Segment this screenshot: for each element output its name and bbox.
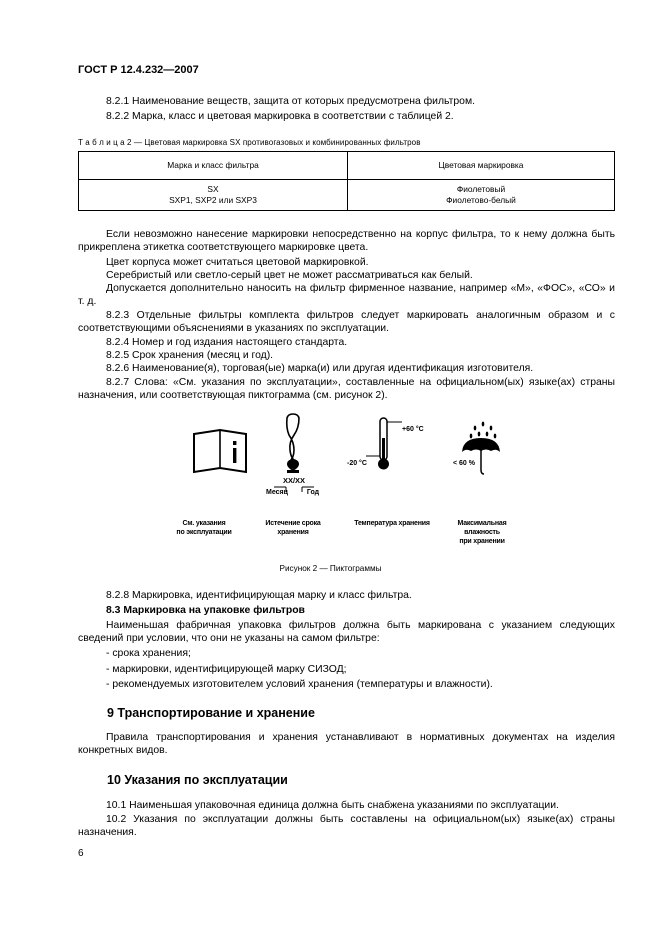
picto-label-expiry: Истечение срока хранения [265, 520, 321, 536]
raindrop-icon [470, 422, 497, 439]
section-8-3-title: 8.3 Маркировка на упаковке фильтров [106, 605, 305, 616]
thermometer-icon [347, 418, 424, 470]
para-8-2-3: 8.2.3 Отдельные фильтры комплекта фильтров следует маркировать аналогичным образом и с соответствующими объяснениями в указаниях по эксплуатации. [78, 310, 615, 335]
para-body-color: Цвет корпуса может считаться цветовой маркировкой. [106, 257, 369, 268]
para-8-2-4: 8.2.4 Номер и год издания настоящего стандарта. [106, 337, 348, 348]
temp-low-label: -20 °C [347, 460, 367, 467]
hourglass-code: XX/XX [282, 476, 306, 485]
mark-line-1: SX [207, 184, 219, 194]
month-label: Месяц [266, 489, 288, 496]
para-10-1: 10.1 Наименьшая упаковочная единица должна быть снабжена указаниями по эксплуатации. [106, 800, 559, 811]
table-cell-mark [79, 180, 348, 211]
para-8-2-2: 8.2.2 Марка, класс и цветовая маркировка в соответствии с таблицей 2. [106, 111, 454, 122]
section-8-3-intro: Наименьшая фабричная упаковка фильтров должна быть маркирована с указанием следующих сведений при условии, что они не указаны на самом фильтре: [78, 620, 615, 645]
list-item: - срока хранения; [106, 648, 191, 659]
picto-label-instructions: См. указания по эксплуатации [176, 520, 232, 536]
color-marking-table [78, 151, 615, 211]
picto-label-temperature: Температура хранения [354, 520, 430, 527]
book-icon [194, 430, 246, 472]
para-8-2-8: 8.2.8 Маркировка, идентифицирующая марку и класс фильтра. [106, 590, 412, 601]
mark-line-2: SXP1, SXP2 или SXP3 [169, 195, 257, 205]
para-10-2: 10.2 Указания по эксплуатации должны быть составлены на официальном(ых) языке(ах) страны назначения. [78, 814, 615, 839]
para-8-2-7: 8.2.7 Слова: «См. указания по эксплуатации», составленные на официальном(ых) языке(ах) страны назначения, или соответствующая пиктограмма (см. рисунок 2). [78, 377, 615, 402]
list-item: - маркировки, идентифицирующей марку СИЗОД; [106, 664, 347, 675]
figure-caption: Рисунок 2 — Пиктограммы [279, 564, 382, 573]
para-8-2-1: 8.2.1 Наименование веществ, защита от которых предусмотрена фильтром. [106, 96, 475, 107]
temp-high-label: +60 °C [402, 426, 424, 433]
table-header-mark: Марка и класс фильтра [79, 152, 348, 180]
list-item: - рекомендуемых изготовителем условий хранения (температуры и влажности). [106, 679, 493, 690]
pictograms-figure [170, 410, 530, 512]
humidity-label: < 60 % [453, 460, 475, 467]
picto-label-humidity: Максимальная влажность при хранении [457, 520, 507, 545]
section-9-title: 9 Транспортирование и хранение [107, 706, 315, 720]
section-10-title: 10 Указания по эксплуатации [107, 773, 288, 787]
umbrella-icon [453, 422, 500, 474]
document-header: ГОСТ Р 12.4.232—2007 [78, 64, 199, 76]
para-brand-name: Допускается дополнительно наносить на фильтр фирменное название, например «М», «ФОС», «СО» и т. д. [78, 283, 615, 308]
page-number: 6 [78, 848, 84, 859]
para-8-2-6: 8.2.6 Наименование(я), торговая(ые) марка(и) или другая идентификация изготовителя. [106, 363, 534, 374]
color-line-1: Фиолетовый [456, 184, 506, 194]
color-line-2: Фиолетово-белый [446, 195, 516, 205]
section-9-text: Правила транспортирования и хранения устанавливают в нормативных документах на изделия конкретных видов. [78, 732, 615, 757]
table-header-color: Цветовая маркировка [348, 152, 615, 180]
table-cell-color [348, 180, 615, 211]
para-label-attach: Если невозможно нанесение маркировки непосредственно на корпус фильтра, то к нему должна быть прикреплена этикетка соответствующего маркировке цвета. [78, 229, 615, 254]
year-label: Год [306, 489, 320, 496]
para-silver: Серебристый или светло-серый цвет не может рассматриваться как белый. [106, 270, 473, 281]
table-caption: Т а б л и ц а 2 — Цветовая маркировка SX противогазовых и комбинированных фильтров [78, 138, 421, 147]
para-8-2-5: 8.2.5 Срок хранения (месяц и год). [106, 350, 274, 361]
hourglass-icon [266, 414, 320, 496]
